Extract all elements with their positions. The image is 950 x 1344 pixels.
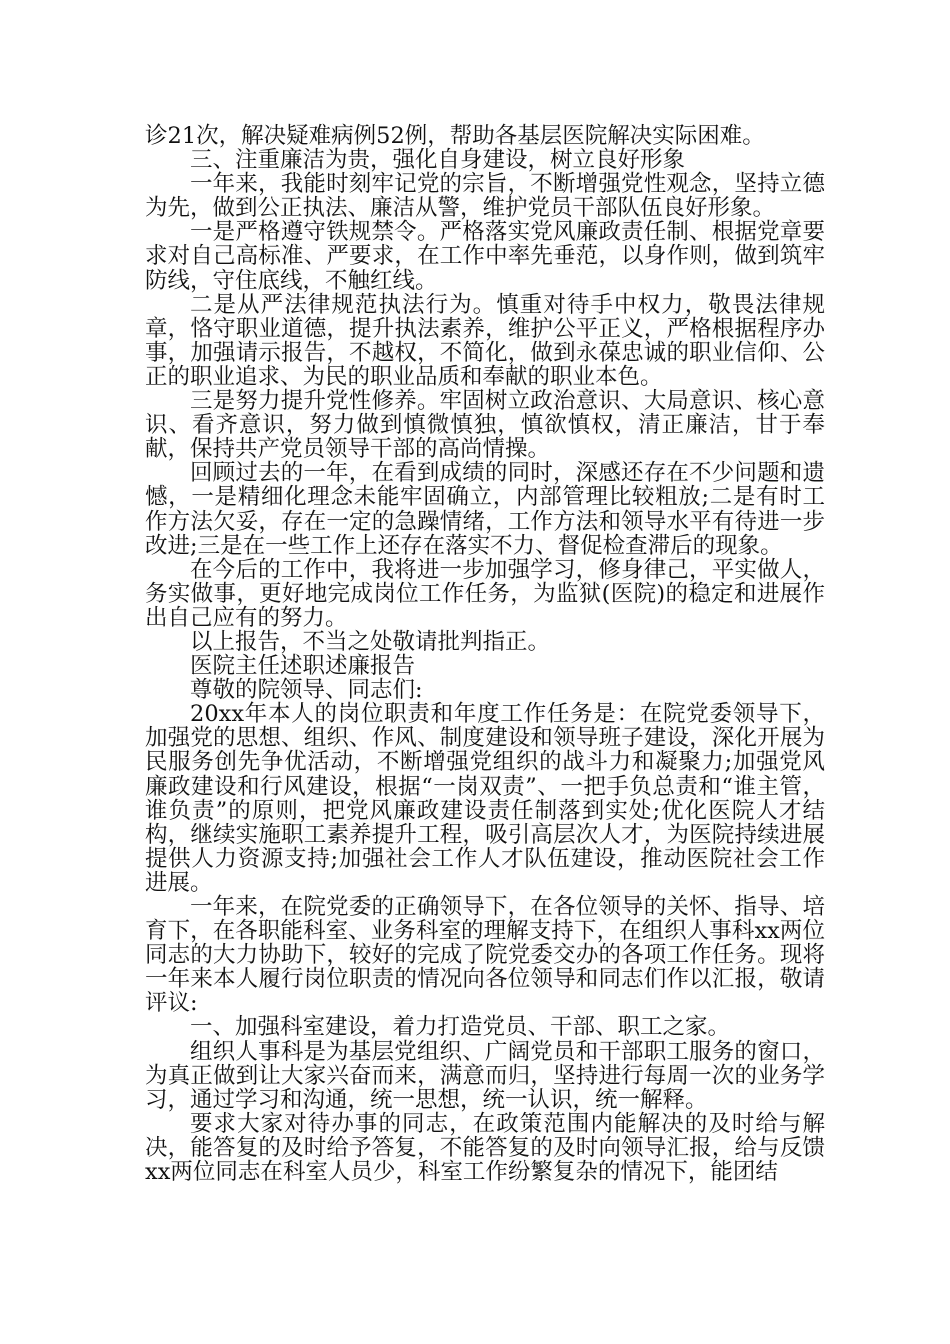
report-title: 医院主任述职述廉报告 (190, 653, 416, 680)
paragraph-4: 一是严格遵守铁规禁令。严格落实党风廉政责任制、根据党章要求对自己高标准、严要求，在工作中率先垂范，以身作则，做到筑牢防线，守住底线，不触红线。 (145, 219, 825, 294)
paragraph-13: 一年来，在院党委的正确领导下，在各位领导的关怀、指导、培育下，在各职能科室、业务科室的理解支持下，在组织人事科xx两位同志的大力协助下，较好的完成了院党委交办的各项工作任务。现将一年来本人履行岗位职责的情况向各位领导和同志们作以汇报，敬请评议: (145, 894, 825, 1017)
paragraph-7: 回顾过去的一年，在看到成绩的同时，深感还存在不少问题和遗憾，一是精细化理念未能牢固确立，内部管理比较粗放;二是有时工作方法欠妥，存在一定的急躁情绪，工作方法和领导水平有待进一步改进;三是在一些工作上还存在落实不力、督促检查滞后的现象。 (145, 460, 825, 559)
section-heading-department: 一、加强科室建设，着力打造党员、干部、职工之家。 (190, 1014, 731, 1041)
paragraph-9: 以上报告，不当之处敬请批判指正。 (190, 628, 551, 655)
document-body (145, 124, 825, 1184)
paragraph-3: 一年来，我能时刻牢记党的宗旨，不断增强党性观念，坚持立德为先，做到公正执法、廉洁从警，维护党员干部队伍良好形象。 (145, 171, 825, 222)
paragraph-6: 三是努力提升党性修养。牢固树立政治意识、大局意识、核心意识、看齐意识，努力做到慎微慎独，慎欲慎权，清正廉洁，甘于奉献，保持共产党员领导干部的高尚情操。 (145, 388, 825, 463)
salutation: 尊敬的院领导、同志们: (190, 677, 423, 704)
section-heading-integrity: 三、注重廉洁为贵，强化自身建设，树立良好形象 (190, 147, 686, 174)
paragraph-1: 诊21次，解决疑难病例52例，帮助各基层医院解决实际困难。 (145, 123, 765, 149)
paragraph-16: 要求大家对待办事的同志，在政策范围内能解决的及时给与解决，能答复的及时给予答复，不能答复的及时向领导汇报，给与反馈xx两位同志在科室人员少，科室工作纷繁复杂的情况下，能团结 (145, 1110, 825, 1186)
paragraph-15: 组织人事科是为基层党组织、广阔党员和干部职工服务的窗口，为真正做到让大家兴奋而来，满意而归，坚持进行每周一次的业务学习，通过学习和沟通，统一思想，统一认识，统一解释。 (145, 1038, 825, 1113)
paragraph-8: 在今后的工作中，我将进一步加强学习，修身律己，平实做人，务实做事，更好地完成岗位工作任务，为监狱(医院)的稳定和进展作出自己应有的努力。 (145, 556, 825, 631)
paragraph-12: 20xx年本人的岗位职责和年度工作任务是：在院党委领导下，加强党的思想、组织、作风、制度建设和领导班子建设，深化开展为民服务创先争优活动，不断增强党组织的战斗力和凝聚力;加强党风廉政建设和行风建设，根据“一岗双责”、一把手负总责和“谁主管，谁负责”的原则，把党风廉政建设责任制落到实处;优化医院人才结构，继续实施职工素养提升工程，吸引高层次人才，为医院持续进展提供人力资源支持;加强社会工作人才队伍建设，推动医院社会工作进展。 (145, 701, 825, 896)
paragraph-5: 二是从严法律规范执法行为。慎重对待手中权力，敬畏法律规章，恪守职业道德，提升执法素养，维护公平正义，严格根据程序办事，加强请示报告，不越权，不简化，做到永葆忠诚的职业信仰、公正的职业追求、为民的职业品质和奉献的职业本色。 (145, 291, 825, 390)
